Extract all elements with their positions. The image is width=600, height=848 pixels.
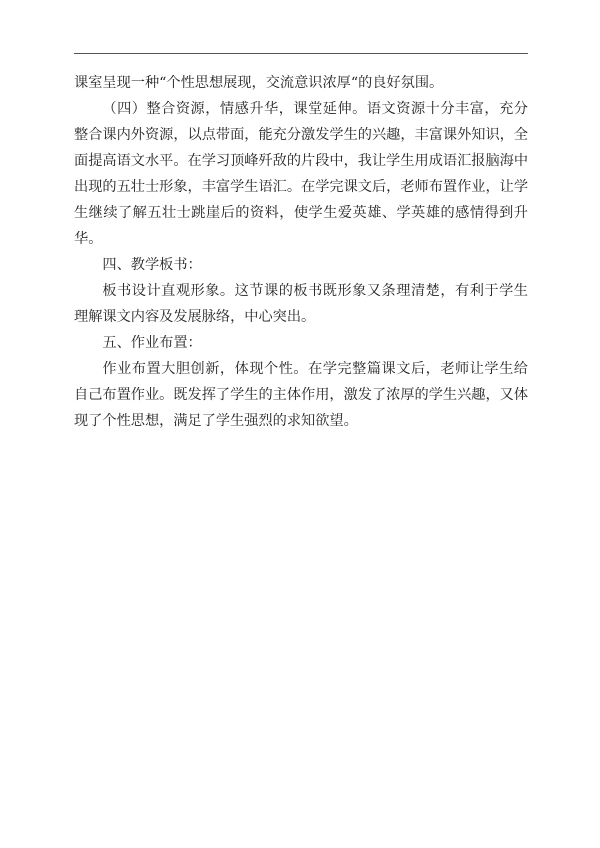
paragraph-board-writing: 板书设计直观形象。这节课的板书既形象又条理清楚，有利于学生理解课文内容及发展脉络，中心突出。 [74, 283, 528, 325]
paragraph-continuation: 课室呈现一种“个性思想展现，交流意识浓厚“的良好氛围。 [74, 75, 444, 91]
header-divider [74, 53, 528, 54]
heading-board-writing: 四、教学板书： [102, 257, 202, 273]
document-body [74, 70, 528, 434]
paragraph-section-four: （四）整合资源，情感升华，课堂延伸。语文资源十分丰富，充分整合课内外资源，以点带面，能充分激发学生的兴趣，丰富课外知识，全面提高语文水平。在学习顶峰歼敌的片段中，我让学生用成语汇报脑海中出现的五壮士形象，丰富学生语汇。在学完课文后，老师布置作业，让学生继续了解五壮士跳崖后的资料，使学生爱英雄、学英雄的感情得到升华。 [74, 101, 529, 247]
heading-homework: 五、作业布置： [102, 335, 202, 351]
paragraph-homework: 作业布置大胆创新，体现个性。在学完整篇课文后，老师让学生给自己布置作业。既发挥了学生的主体作用，激发了浓厚的学生兴趣，又体现了个性思想，满足了学生强烈的求知欲望。 [74, 361, 529, 429]
